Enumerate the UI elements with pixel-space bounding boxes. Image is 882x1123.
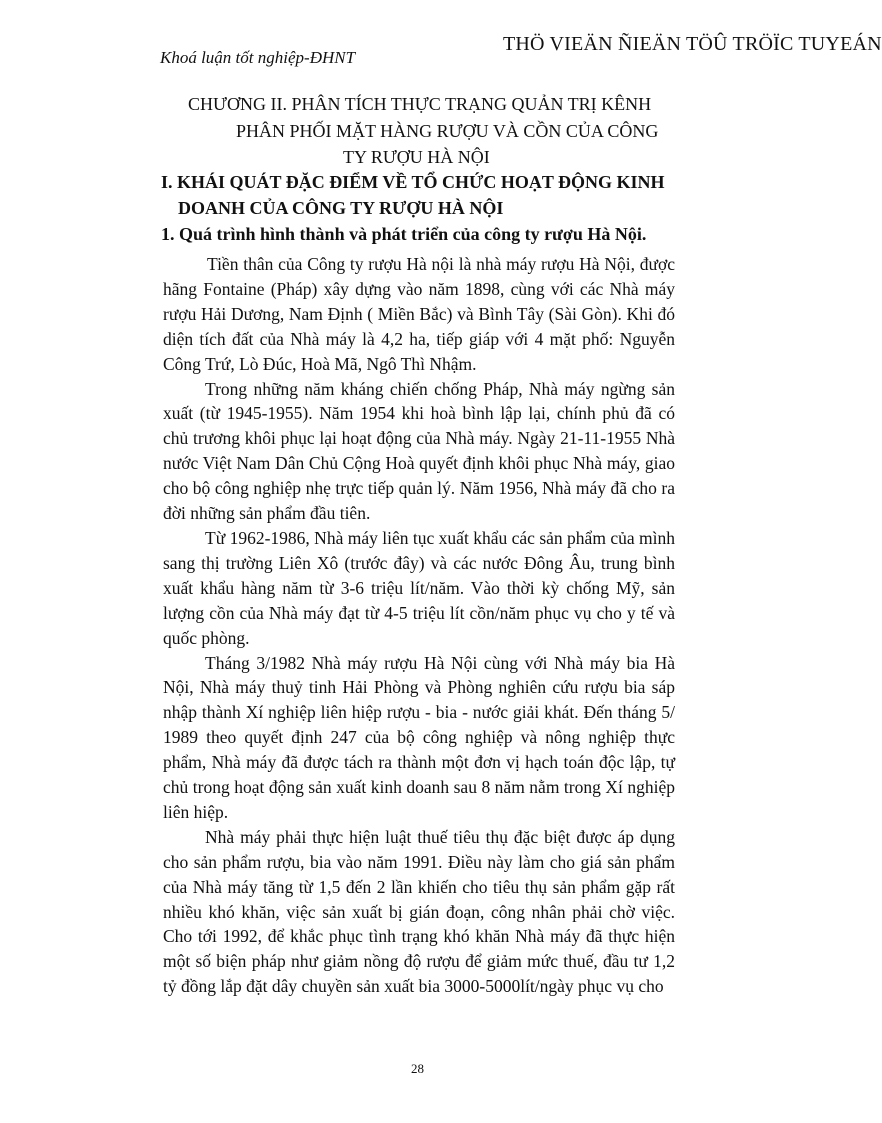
page-number: 28 [411, 1061, 424, 1076]
running-header-right: THÖ VIEÄN ÑIEÄN TÖÛ TRÖÏC TUYEÁN [503, 33, 882, 55]
paragraph: Tiền thân của Công ty rượu Hà nội là nhà máy rượu Hà Nội, được hãng Fontaine (Pháp) xây dựng vào năm 1898, cùng với các Nhà máy rượu Hải Dương, Nam Định ( Miền Bắc) và Bình Tây (Sài Gòn). Khi đó diện tích đất của Nhà máy là 4,2 ha, tiếp giáp với 4 mặt phố: Nguyễn Công Trứ, Lò Đúc, Hoà Mã, Ngô Thì Nhậm. [163, 254, 675, 374]
chapter-title-line-3: TY RƯỢU HÀ NỘI [343, 147, 490, 167]
paragraph: Nhà máy phải thực hiện luật thuế tiêu thụ đặc biệt được áp dụng cho sản phẩm rượu, bia vào năm 1991. Điều này làm cho giá sản phẩm của Nhà máy tăng từ 1,5 đến 2 lần khiến cho tiêu thụ sản phẩm gặp rất nhiều khó khăn, việc sản xuất bị gián đoạn, công nhân phải chờ việc. Cho tới 1992, để khắc phục tình trạng khó khăn Nhà máy đã thực hiện một số biện pháp như giảm nồng độ rượu để giảm mức thuế, đầu tư 1,2 tỷ đồng lắp đặt dây chuyền sản xuất bia 3000-5000lít/ngày phục vụ cho [163, 826, 675, 997]
paragraph: Trong những năm kháng chiến chống Pháp, Nhà máy ngừng sản xuất (từ 1945-1955). Năm 1954 khi hoà bình lập lại, chính phủ đã có chủ trương khôi phục lại hoạt động của Nhà máy. Ngày 21-11-1955 Nhà nước Việt Nam Dân Chủ Cộng Hoà quyết định khôi phục Nhà máy, giao cho bộ công nghiệp nhẹ trực tiếp quản lý. Năm 1956, Nhà máy đã cho ra đời những sản phẩm đầu tiên. [163, 378, 675, 524]
section-heading-line-2: DOANH CỦA CÔNG TY RƯỢU HÀ NỘI [178, 198, 504, 218]
chapter-title-line-2: PHÂN PHỐI MẶT HÀNG RƯỢU VÀ CỒN CỦA CÔNG [236, 121, 659, 141]
running-header-left: Khoá luận tốt nghiệp-ĐHNT [160, 48, 356, 67]
subsection-heading: 1. Quá trình hình thành và phát triển của công ty rượu Hà Nội. [161, 224, 647, 244]
body-text [163, 252, 675, 999]
chapter-title-line-1: CHƯƠNG II. PHÂN TÍCH THỰC TRẠNG QUẢN TRỊ KÊNH [188, 94, 652, 114]
paragraph: Từ 1962-1986, Nhà máy liên tục xuất khẩu các sản phẩm của mình sang thị trường Liên Xô (trước đây) và các nước Đông Âu, trung bình xuất khẩu hàng năm từ 3-6 triệu lít/năm. Vào thời kỳ chống Mỹ, sản lượng cồn của Nhà máy đạt từ 4-5 triệu lít cồn/năm phục vụ cho y tế và quốc phòng. [163, 527, 675, 648]
section-heading-line-1: I. KHÁI QUÁT ĐẶC ĐIỂM VỀ TỔ CHỨC HOẠT ĐỘNG KINH [161, 172, 665, 192]
paragraph: Tháng 3/1982 Nhà máy rượu Hà Nội cùng với Nhà máy bia Hà Nội, Nhà máy thuỷ tinh Hải Phòng và Phòng nghiên cứu rượu bia sáp nhập thành Xí nghiệp liên hiệp rượu - bia - nước giải khát. Đến tháng 5/ 1989 theo quyết định 247 của bộ công nghiệp và nông nghiệp thực phẩm, Nhà máy đã được tách ra thành một đơn vị hạch toán độc lập, tự chủ trong hoạt động sản xuất kinh doanh sau 8 năm nằm trong Xí nghiệp liên hiệp. [163, 652, 675, 822]
